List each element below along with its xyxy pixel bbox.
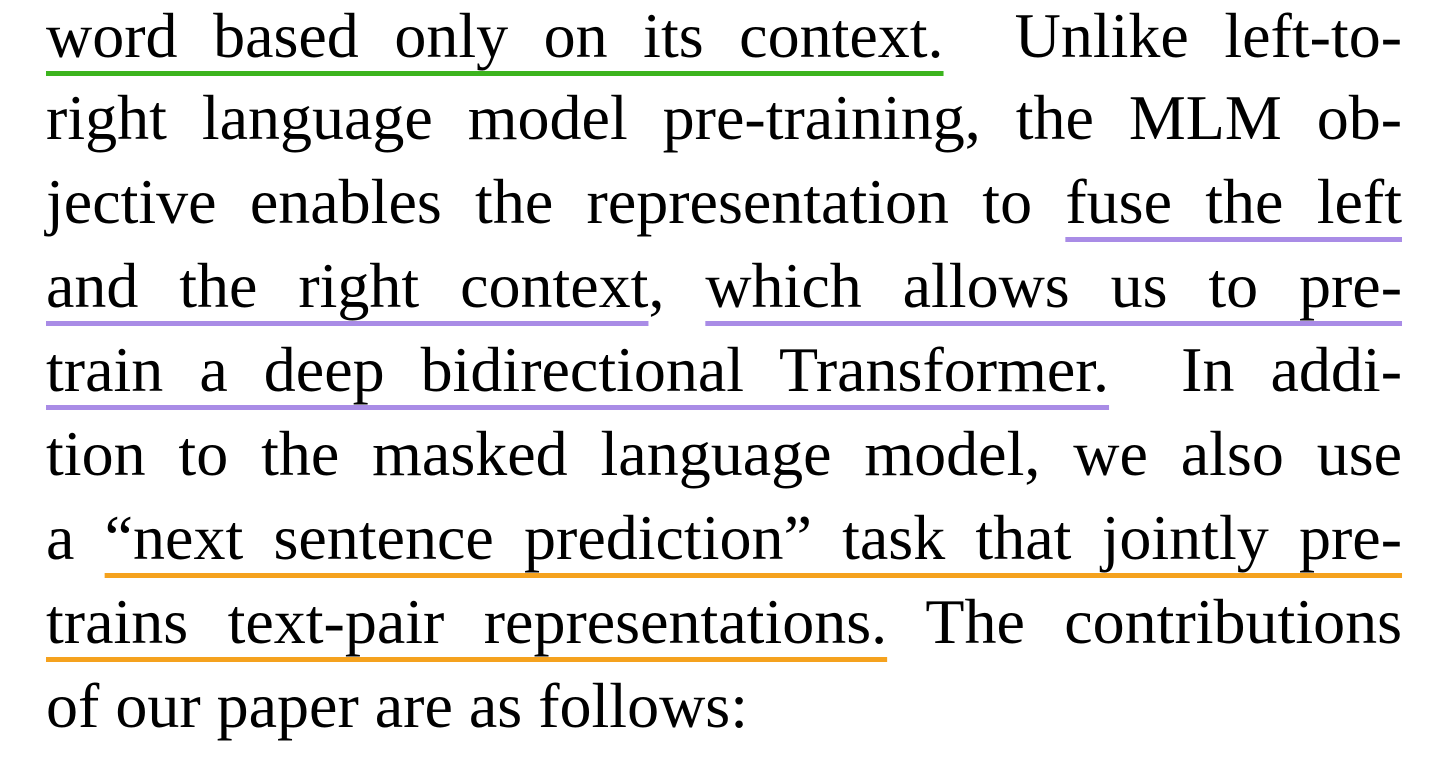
highlight-purple: train a deep bidirectional Transformer.	[46, 334, 1110, 405]
highlight-green: word based only on its context.	[46, 0, 944, 71]
text-line-8	[46, 580, 1402, 664]
plain-text: In addi-	[1181, 334, 1403, 405]
text-line-5	[46, 328, 1402, 412]
plain-text: The contributions	[925, 586, 1403, 657]
text-line-1	[46, 0, 1402, 78]
text-line-7	[46, 496, 1402, 580]
highlight-orange: trains text-pair representations.	[46, 586, 888, 657]
plain-text: a	[46, 502, 75, 573]
text-line-6	[46, 412, 1402, 496]
plain-text: ,	[648, 250, 665, 321]
plain-text: Unlike left-to-	[1014, 0, 1402, 71]
highlight-purple: fuse the left	[1065, 166, 1402, 237]
highlight-purple: and the right context	[46, 250, 649, 321]
plain-text: of our paper are as follows:	[46, 670, 748, 741]
text-line-9	[46, 664, 748, 748]
text-line-4	[46, 244, 1402, 328]
text-line-2	[46, 76, 1402, 160]
highlight-purple: which allows us to pre-	[705, 250, 1403, 321]
plain-text: tion to the masked language model, we also use	[46, 418, 1402, 489]
plain-text: right language model pre-training, the MLM ob-	[46, 82, 1402, 153]
highlight-orange: “next sentence prediction” task that jointly pre-	[104, 502, 1403, 573]
plain-text: jective enables the representation to	[46, 166, 1033, 237]
text-line-3	[46, 160, 1402, 244]
